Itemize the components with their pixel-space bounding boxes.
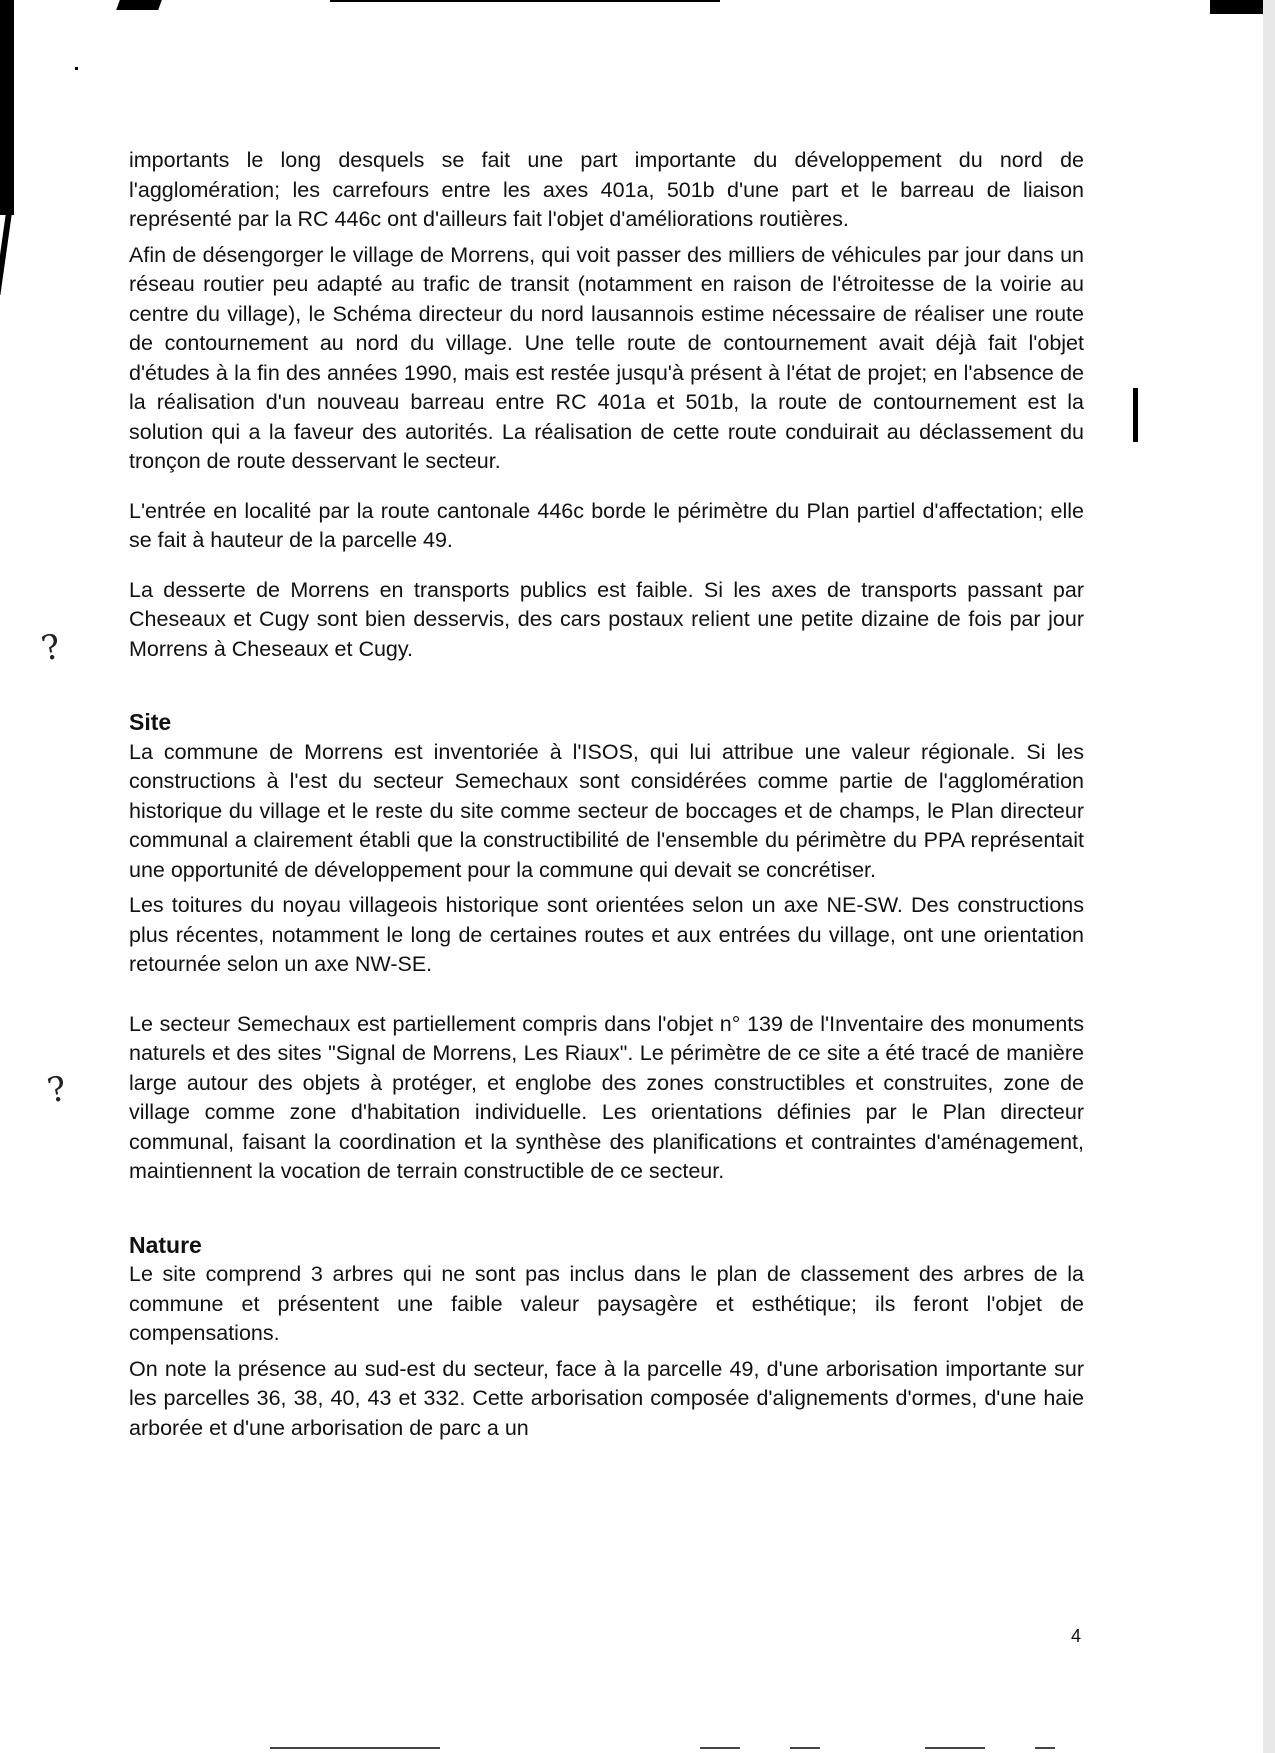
scan-edge-left: [0, 0, 14, 215]
scan-edge-right: [1263, 0, 1275, 1753]
margin-mark-left-1: ?: [38, 626, 65, 670]
scan-dot-top-left: [75, 67, 78, 70]
paragraph-nature-1: Le site comprend 3 arbres qui ne sont pas inclus dans le plan de classement des arbres de la commune et présentent une faible valeur paysagère et esthétique; ils feront l'objet de compensations.: [129, 1262, 1084, 1345]
paragraph-intro-4: La desserte de Morrens en transports publics est faible. Si les axes de transports passant par Cheseaux et Cugy sont bien desservis, des cars postaux relient une petite dizaine de fois par jour Morrens à Cheseaux et Cugy.: [129, 577, 1084, 661]
paragraph-intro-3: L'entrée en localité par la route cantonale 446c borde le périmètre du Plan partiel d'affectation; elle se fait à hauteur de la parcelle 49.: [129, 498, 1084, 552]
scan-line-bottom-4: [925, 1747, 985, 1749]
scan-line-bottom-2: [700, 1747, 740, 1749]
paragraph-nature-2: On note la présence au sud-est du secteur, face à la parcelle 49, d'une arborisation importante sur les parcelles 36, 38, 40, 43 et 332. Cette arborisation composée d'alignements d'ormes, d'une haie arborée et d'une arborisation de parc a un: [129, 1356, 1084, 1440]
document-body: [129, 146, 1084, 1443]
paragraph-site-3: Le secteur Semechaux est partiellement compris dans l'objet n° 139 de l'Inventaire des monuments naturels et des sites "Signal de Morrens, Les Riaux". Le périmètre de ce site a été tracé de manière large autour des objets à protéger, et englobe des zones constructibles et construites, zone de village comme zone d'habitation individuelle. Les orientations définies par le Plan directeur communal, faisant la coordination et la synthèse des planifications et contraintes d'aménagement, maintiennent la vocation de terrain constructible de ce secteur.: [129, 1011, 1084, 1183]
scan-edge-top-line: [330, 0, 720, 2]
margin-mark-left-2: ?: [44, 1068, 71, 1112]
paragraph-intro-2: Afin de désengorger le village de Morrens, qui voit passer des milliers de véhicules par jour dans un réseau routier peu adapté au trafic de transit (notamment en raison de l'étroitesse de la voirie au centre du village), le Schéma directeur du nord lausannois estime nécessaire de réaliser une route de contournement au nord du village. Une telle route de contournement avait déjà fait l'objet d'études à la fin des années 1990, mais est restée jusqu'à présent à l'état de projet; en l'absence de la réalisation d'un nouveau barreau entre RC 401a et 501b, la route de contournement est la solution qui a la faveur des autorités. La réalisation de cette route conduirait au déclassement du tronçon de route desservant le secteur.: [129, 242, 1084, 473]
page-number: 4: [1071, 1626, 1082, 1646]
scan-line-bottom-5: [1035, 1747, 1055, 1749]
section-heading-nature: Nature: [129, 1231, 202, 1258]
paragraph-site-1: La commune de Morrens est inventoriée à l'ISOS, qui lui attribue une valeur régionale. Si les constructions à l'est du secteur Semechaux sont considérées comme partie de l'agglomération historique du village et le reste du site comme secteur de boccages et de champs, le Plan directeur communal a clairement établi que la constructibilité de l'ensemble du périmètre du PPA représentait une opportunité de développement pour la commune qui devait se concrétiser.: [129, 739, 1084, 882]
paragraph-site-2: Les toitures du noyau villageois historique sont orientées selon un axe NE-SW. Des constructions plus récentes, notamment le long de certaines routes et aux entrées du village, ont une orientation retournée selon un axe NW-SE.: [129, 893, 1084, 976]
paragraph-intro-1: importants le long desquels se fait une part importante du développement du nord de l'agglomération; les carrefours entre les axes 401a, 501b d'une part et le barreau de liaison représenté par la RC 446c ont d'ailleurs fait l'objet d'améliorations routières.: [129, 148, 1084, 231]
section-heading-site: Site: [129, 709, 172, 735]
scan-line-bottom-3: [790, 1747, 820, 1749]
scan-edge-left-tail: [0, 215, 12, 295]
scan-edge-top-left: [116, 0, 162, 10]
margin-mark-right: [1133, 388, 1138, 442]
scan-line-bottom-1: [270, 1747, 440, 1749]
